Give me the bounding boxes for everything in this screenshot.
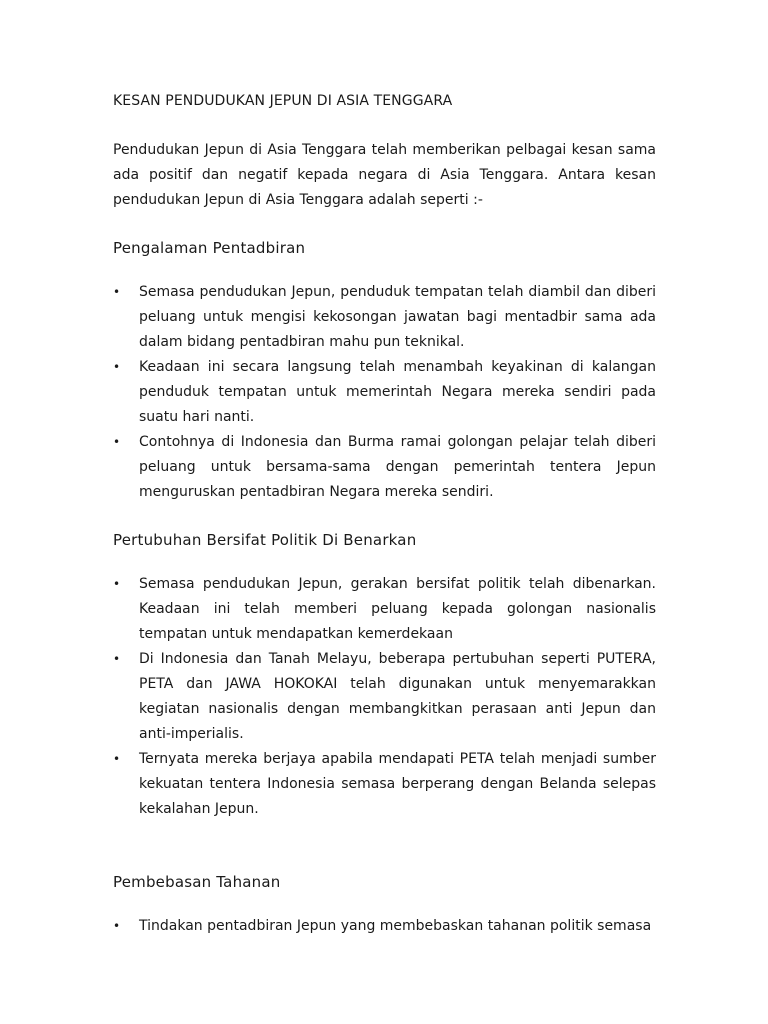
section-pengalaman-pentadbiran bbox=[113, 233, 656, 505]
bullet-list bbox=[113, 572, 656, 822]
document-title: KESAN PENDUDUKAN JEPUN DI ASIA TENGGARA bbox=[113, 93, 453, 109]
document-body bbox=[113, 86, 656, 939]
list-item bbox=[113, 914, 656, 939]
list-item bbox=[113, 430, 656, 505]
list-item bbox=[113, 647, 656, 747]
list-item-text: Di Indonesia dan Tanah Melayu, beberapa pertubuhan seperti PUTERA, PETA dan JAWA HOKOKAI telah digunakan untuk menyemarakkan kegiatan nasionalis dengan membangkitkan perasaan anti Jepun dan anti-imperialis. bbox=[139, 651, 656, 742]
list-item-text: Semasa pendudukan Jepun, penduduk tempatan telah diambil dan diberi peluang untuk mengisi kekosongan jawatan bagi mentadbir sama ada dalam bidang pentadbiran mahu pun teknikal. bbox=[139, 284, 656, 350]
section-heading: Pertubuhan Bersifat Politik Di Benarkan bbox=[113, 531, 417, 549]
list-item-text: Ternyata mereka berjaya apabila mendapati PETA telah menjadi sumber kekuatan tentera Indonesia semasa berperang dengan Belanda selepas kekalahan Jepun. bbox=[139, 751, 656, 817]
bullet-icon bbox=[113, 430, 120, 455]
list-item bbox=[113, 355, 656, 430]
list-item-text: Contohnya di Indonesia dan Burma ramai golongan pelajar telah diberi peluang untuk bersama-sama dengan pemerintah tentera Jepun menguruskan pentadbiran Negara mereka sendiri. bbox=[139, 434, 656, 500]
list-item bbox=[113, 280, 656, 355]
list-item bbox=[113, 747, 656, 822]
bullet-icon bbox=[113, 647, 120, 672]
section-heading: Pembebasan Tahanan bbox=[113, 873, 281, 891]
bullet-icon bbox=[113, 572, 120, 597]
list-item-text: Tindakan pentadbiran Jepun yang membebaskan tahanan politik semasa bbox=[139, 918, 652, 934]
list-item-text: Semasa pendudukan Jepun, gerakan bersifat politik telah dibenarkan. Keadaan ini telah memberi peluang kepada golongan nasionalis tempatan untuk mendapatkan kemerdekaan bbox=[139, 576, 656, 642]
bullet-icon bbox=[113, 914, 120, 939]
list-item-text: Keadaan ini secara langsung telah menambah keyakinan di kalangan penduduk tempatan untuk memerintah Negara mereka sendiri pada suatu hari nanti. bbox=[139, 359, 656, 425]
bullet-list bbox=[113, 280, 656, 505]
section-pertubuhan-politik bbox=[113, 525, 656, 822]
bullet-list bbox=[113, 914, 656, 939]
bullet-icon bbox=[113, 280, 120, 305]
list-item bbox=[113, 572, 656, 647]
section-heading: Pengalaman Pentadbiran bbox=[113, 239, 306, 257]
bullet-icon bbox=[113, 355, 120, 380]
intro-paragraph: Pendudukan Jepun di Asia Tenggara telah memberikan pelbagai kesan sama ada positif dan negatif kepada negara di Asia Tenggara. Antara kesan pendudukan Jepun di Asia Tenggara adalah seperti :- bbox=[113, 142, 656, 208]
section-pembebasan-tahanan bbox=[113, 867, 656, 939]
bullet-icon bbox=[113, 747, 120, 772]
